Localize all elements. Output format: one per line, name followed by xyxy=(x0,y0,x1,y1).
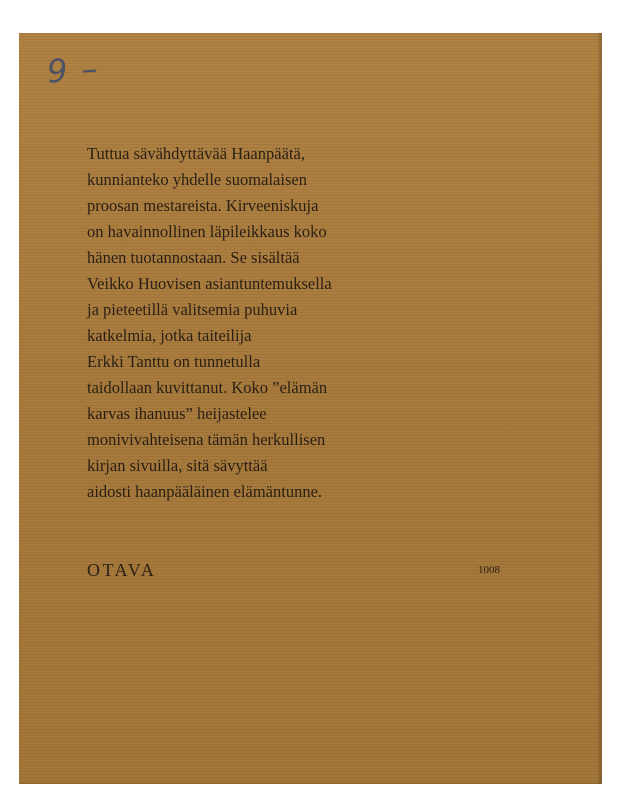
blurb-line: kirjan sivuilla, sitä sävyttää xyxy=(87,456,268,475)
catalog-number: 1008 xyxy=(478,564,500,576)
blurb-line: hänen tuotannostaan. Se sisältää xyxy=(87,248,300,267)
blurb-line: monivivahteisena tämän herkullisen xyxy=(87,430,326,449)
blurb-line: ja pieteetillä valitsemia puhuvia xyxy=(87,300,298,319)
cover-edge-shadow xyxy=(596,33,602,784)
blurb-line: karvas ihanuus” heijastelee xyxy=(87,404,267,423)
blurb-line: katkelmia, jotka taiteilija xyxy=(87,326,252,345)
blurb-line: Veikko Huovisen asiantuntemuksella xyxy=(87,274,332,293)
book-back-cover xyxy=(19,33,602,784)
blurb-line: taidollaan kuvittanut. Koko ”elämän xyxy=(87,378,328,397)
blurb-text xyxy=(87,141,387,505)
blurb-line: Erkki Tanttu on tunnetulla xyxy=(87,352,261,371)
publisher-name: OTAVA xyxy=(87,560,157,580)
blurb-line: aidosti haanpääläinen elämäntunne. xyxy=(87,482,323,501)
blurb-line: Tuttua sävähdyttävää Haanpäätä, xyxy=(87,144,305,163)
blurb-line: kunnianteko yhdelle suomalaisen xyxy=(87,170,307,189)
handwritten-price-note: 9 – xyxy=(45,49,101,91)
blurb-line: proosan mestareista. Kirveeniskuja xyxy=(87,196,319,215)
blurb-line: on havainnollinen läpileikkaus koko xyxy=(87,222,327,241)
